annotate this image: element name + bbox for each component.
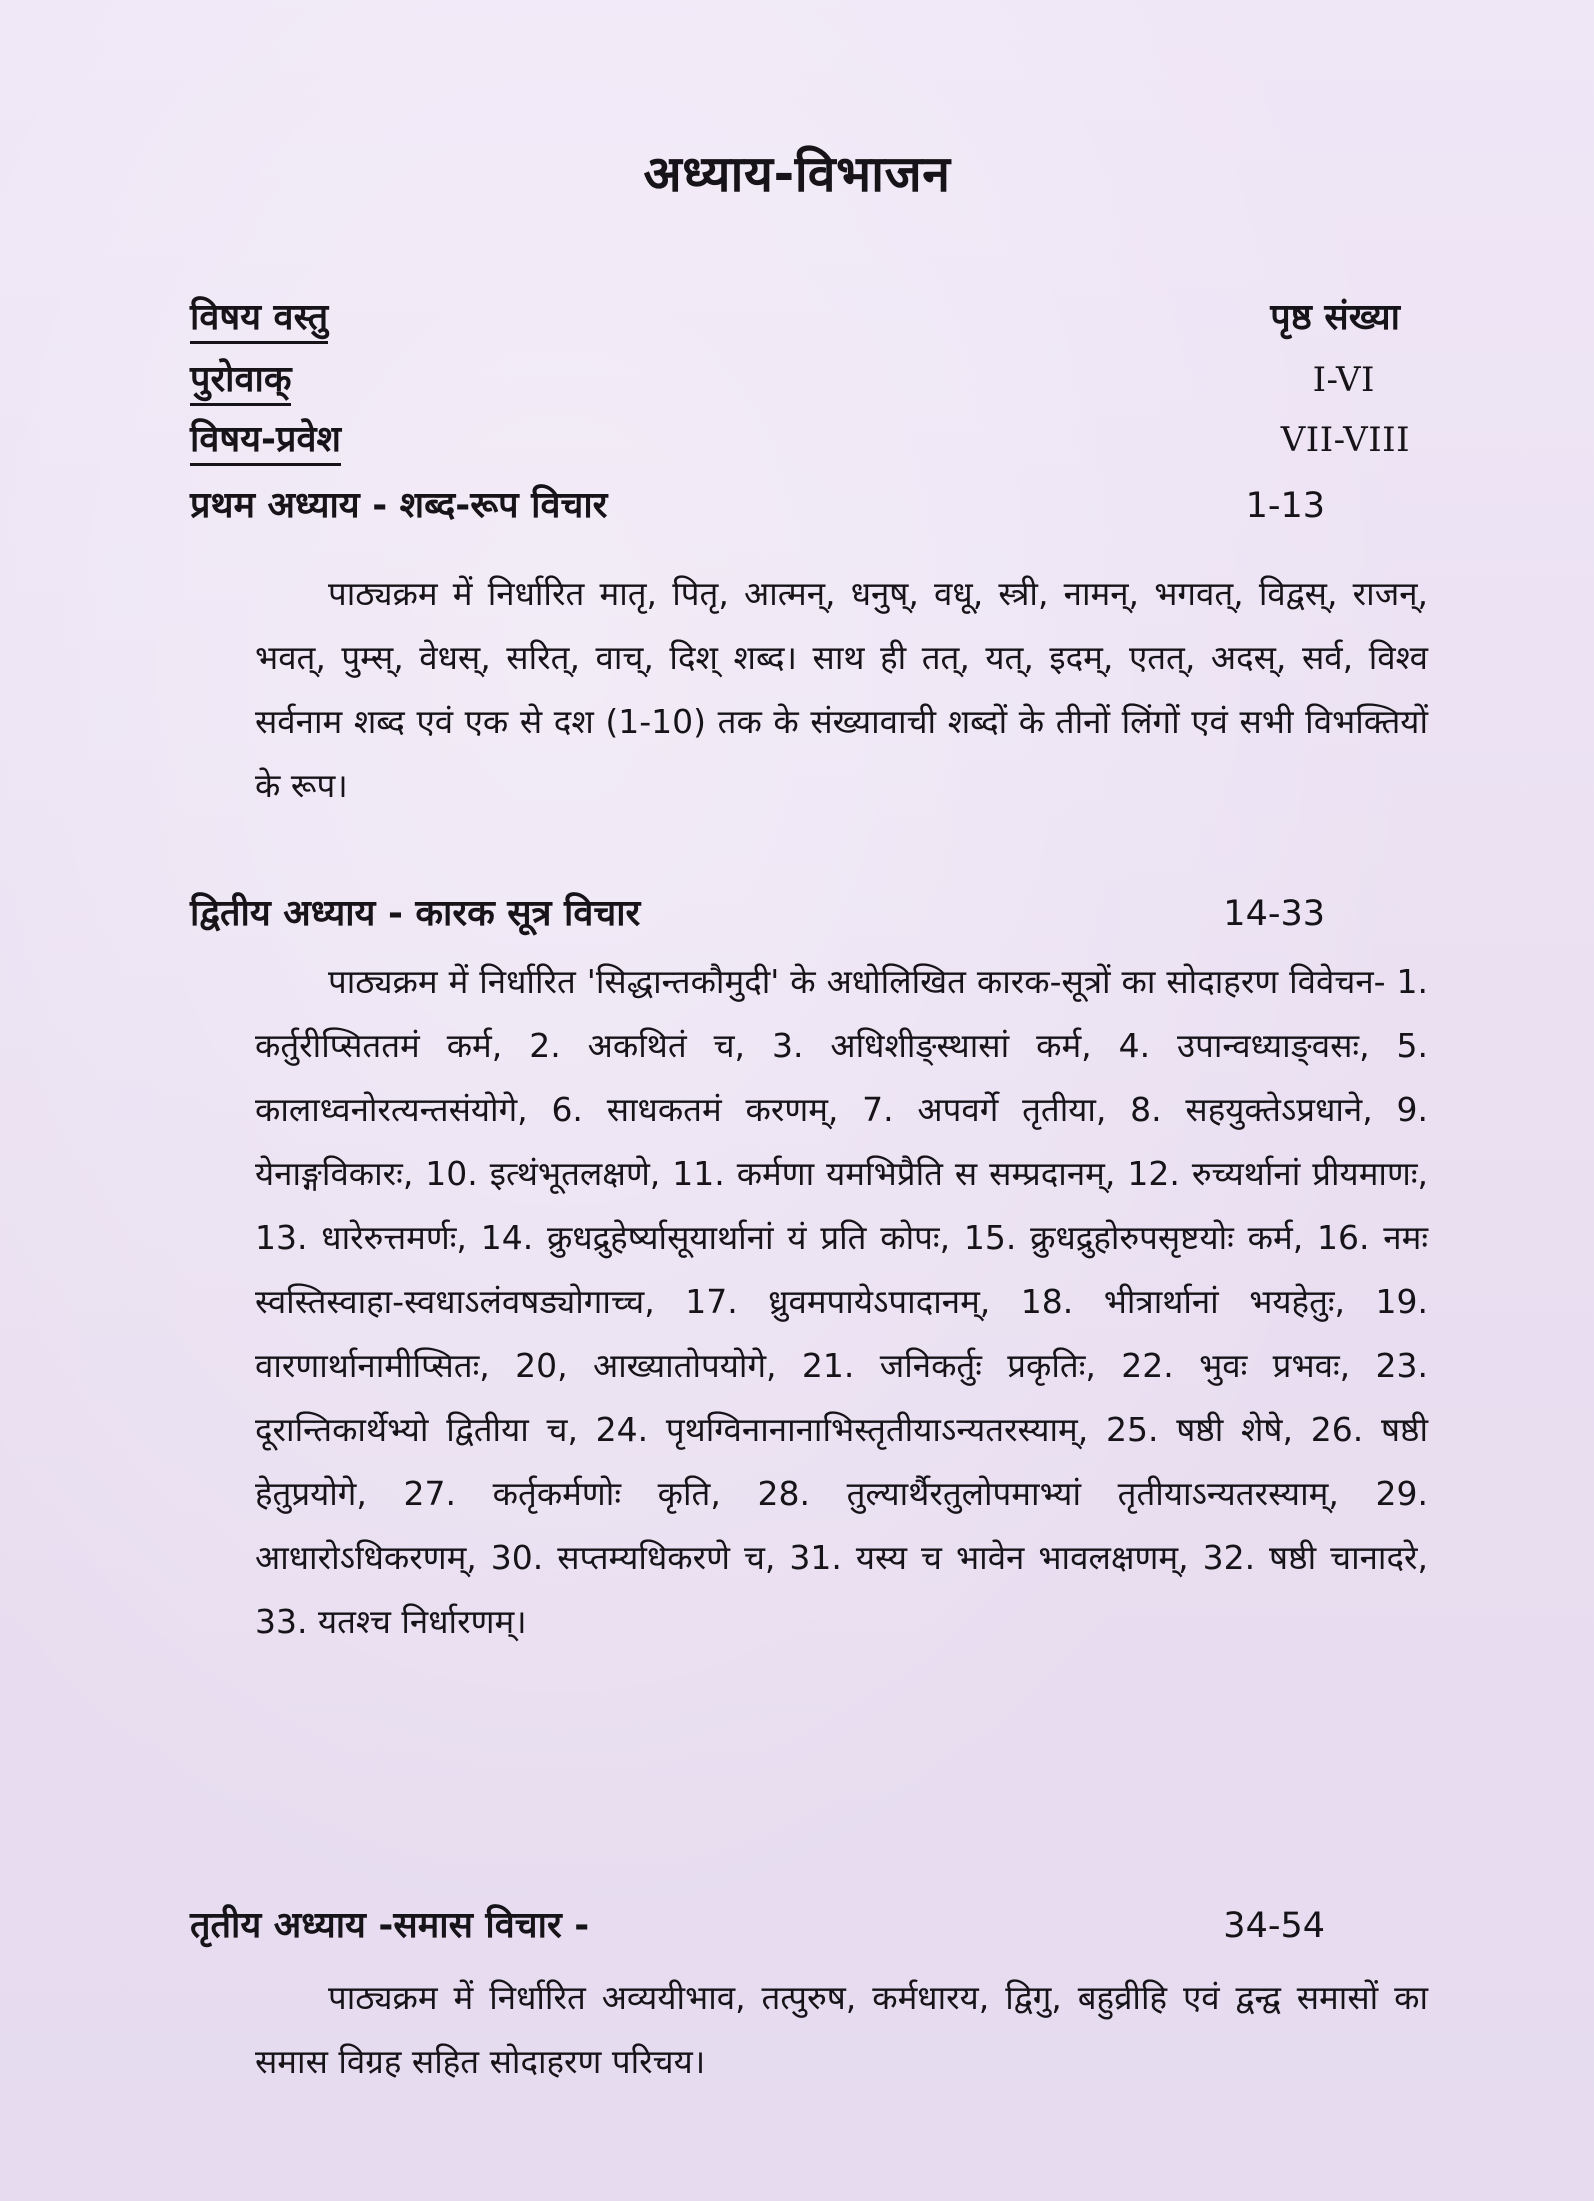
chapter-title: प्रथम अध्याय - शब्द-रूप विचार	[190, 485, 608, 526]
chapter-pages: 14-33	[1223, 894, 1325, 934]
toc-header-page-number: पृष्ठ संख्या	[1270, 297, 1400, 338]
chapter-pages: 1-13	[1245, 486, 1325, 526]
toc-entry-pages: VII-VIII	[1280, 420, 1410, 460]
chapter-description-1: पाठ्यक्रम में निर्धारित मातृ, पितृ, आत्मन्, धनुष्, वधू, स्त्री, नामन्, भगवत्, विद्वस्, राजन्, भवत्, पुम्स्, वेधस्, सरित्, वाच्, दिश् शब्द। साथ ही तत्, यत्, इदम्, एतत्, अदस्, सर्व, विश्व सर्वनाम शब्द एवं एक से दश (1-10) तक के संख्यावाची शब्दों के तीनों लिंगों एवं सभी विभक्तियों के रूप।	[255, 574, 1428, 805]
chapter-description-3: पाठ्यक्रम में निर्धारित अव्ययीभाव, तत्पुरुष, कर्मधारय, द्विगु, बहुव्रीहि एवं द्वन्द्व समासों का समास विग्रह सहित सोदाहरण परिचय।	[255, 1978, 1428, 2081]
page-title: अध्याय-विभाजन	[643, 145, 951, 203]
chapter-pages: 34-54	[1223, 1906, 1325, 1946]
toc-entry-label: विषय-प्रवेश	[190, 414, 341, 466]
toc-entry-label: पुरोवाक्	[190, 354, 291, 406]
chapter-title: द्वितीय अध्याय - कारक सूत्र विचार	[190, 893, 641, 934]
chapter-description-2: पाठ्यक्रम में निर्धारित 'सिद्धान्तकौमुदी' के अधोलिखित कारक-सूत्रों का सोदाहरण विवेचन- 1. कर्तुरीप्सिततमं कर्म, 2. अकथितं च, 3. अधिशीङ्स्थासां कर्म, 4. उपान्वध्याङ्वसः, 5. कालाध्वनोरत्यन्तसंयोगे, 6. साधकतमं करणम्, 7. अपवर्गे तृतीया, 8. सहयुक्तेऽप्रधाने, 9. येनाङ्गविकारः, 10. इत्थंभूतलक्षणे, 11. कर्मणा यमभिप्रैति स सम्प्रदानम्, 12. रुच्यर्थानां प्रीयमाणः, 13. धारेरुत्तमर्णः, 14. क्रुधद्रुहेर्ष्यासूयार्थानां यं प्रति कोपः, 15. क्रुधद्रुहोरुपसृष्टयोः कर्म, 16. नमः स्वस्तिस्वाहा-स्वधाऽलंवषड्योगाच्च, 17. ध्रुवमपायेऽपादानम्, 18. भीत्रार्थानां भयहेतुः, 19. वारणार्थानामीप्सितः, 20, आख्यातोपयोगे, 21. जनिकर्तुः प्रकृतिः, 22. भुवः प्रभवः, 23. दूरान्तिकार्थेभ्यो द्वितीया च, 24. पृथग्विनानानाभिस्तृतीयाऽन्यतरस्याम्, 25. षष्ठी शेषे, 26. षष्ठी हेतुप्रयोगे, 27. कर्तृकर्मणोः कृति, 28. तुल्यार्थैरतुलोपमाभ्यां तृतीयाऽन्यतरस्याम्, 29. आधारोऽधिकरणम्, 30. सप्तम्यधिकरणे च, 31. यस्य च भावेन भावलक्षणम्, 32. षष्ठी चानादरे, 33. यतश्च निर्धारणम्।	[255, 962, 1428, 1641]
chapter-title: तृतीय अध्याय -समास विचार -	[190, 1905, 590, 1946]
toc-header-subject: विषय वस्तु	[190, 292, 328, 344]
toc-entry-pages: I-VI	[1312, 360, 1375, 400]
